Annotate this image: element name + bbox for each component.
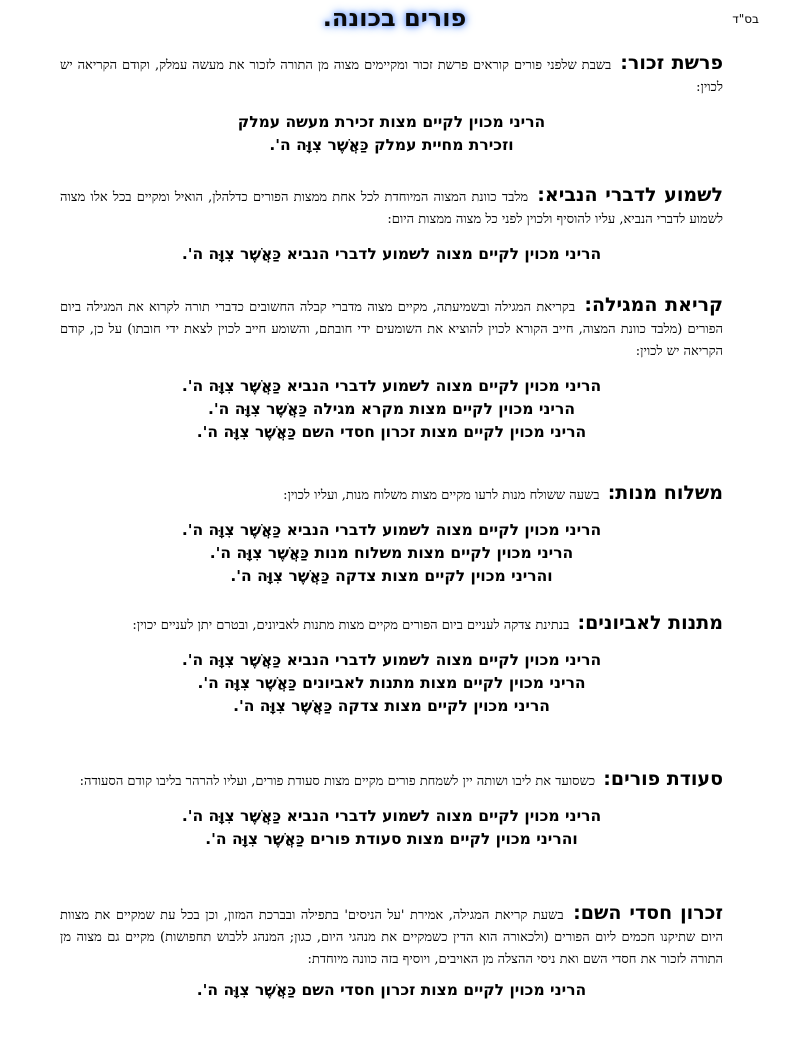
formula-line: הריני מכוין לקיים מצות צדקה כַּאֲשֶׁר צִוָּה ה'.	[233, 697, 550, 715]
corner-note: בס"ד	[732, 12, 759, 26]
section-heading: משלוח מנות:	[607, 482, 723, 504]
section-text: מלבד כוונת המצוה המיוחדת לכל אחת ממצות הפורים כדלהלן, הואיל ומקיים בכל אלו מצוה לשמוע לדברי הנביא, עליו להוסיף ולכוין לפני כל מצוה ממצות היום:	[60, 190, 723, 227]
section-mishloach-manot	[60, 482, 723, 588]
formula-line: הריני מכוין לקיים מצות מתנות לאביונים כַּאֲשֶׁר צִוָּה ה'.	[197, 674, 586, 692]
formula-line: הריני מכוין לקיים מצוה לשמוע לדברי הנביא כַּאֲשֶׁר צִוָּה ה'.	[181, 521, 602, 539]
formula-line: הריני מכוין לקיים מצוה לשמוע לדברי הנביא כַּאֲשֶׁר צִוָּה ה'.	[181, 245, 602, 263]
formula-line: הריני מכוין לקיים מצוה לשמוע לדברי הנביא כַּאֲשֶׁר צִוָּה ה'.	[181, 377, 602, 395]
formula-block	[60, 979, 723, 1002]
section-heading: מתנות לאביונים:	[577, 612, 723, 634]
section-text: בשבת שלפני פורים קוראים פרשת זכור ומקיימים מצוה מן התורה לזכור את מעשה עמלק, וקודם הקריאה יש לכוין:	[60, 58, 723, 95]
formula-block	[60, 375, 723, 444]
formula-block	[60, 649, 723, 718]
section-parashat-zachor	[60, 52, 723, 157]
section-text: בשעת קריאת המגילה, אמירת 'על הניסים' בתפילה ובברכת המזון, וכן בכל עת שמקיים את מצוות היום שתיקנו חכמים ליום הפורים (ולכאורה הוא הדין כשמקיים את מנהגי היום, כגון; המנהג ללבוש תחפושות) מקיים גם מצוה מן התורה לזכור את חסדי השם ואת ניסי ההצלה מן האויבים, ויוסיף בזה כוונה מיוחדת:	[60, 908, 723, 967]
section-paragraph	[60, 294, 723, 363]
formula-line: הריני מכוין לקיים מצות משלוח מנות כַּאֲשֶׁר צִוָּה ה'.	[209, 544, 574, 562]
formula-block	[60, 243, 723, 266]
section-paragraph	[60, 184, 723, 231]
section-paragraph	[60, 52, 723, 99]
section-paragraph	[60, 612, 723, 637]
section-heading: זכרון חסדי השם:	[573, 902, 723, 924]
formula-line: וזכירת מחיית עמלק כַּאֲשֶׁר צִוָּה ה'.	[269, 136, 514, 154]
formula-line: הריני מכוין לקיים מצוה לשמוע לדברי הנביא כַּאֲשֶׁר צִוָּה ה'.	[181, 651, 602, 669]
page-title-text: פורים בכונה.	[322, 4, 467, 32]
formula-block	[60, 519, 723, 588]
section-heading: לשמוע לדברי הנביא:	[537, 184, 723, 206]
section-heading: קריאת המגילה:	[584, 294, 723, 316]
section-text: כשסועד את ליבו ושותה יין לשמחת פורים מקיים מצות סעודת פורים, ועליו להרהר בליבו קודם הסעודה:	[79, 774, 596, 789]
section-text: בנתינת צדקה לעניים ביום הפורים מקיים מצות מתנות לאביונים, ובטרם יתן לעניים יכוין:	[132, 618, 570, 633]
section-matanot-laevyonim	[60, 612, 723, 718]
formula-block	[60, 805, 723, 851]
formula-line: והריני מכוין לקיים מצות סעודת פורים כַּאֲשֶׁר צִוָּה ה'.	[205, 830, 578, 848]
section-seudat-purim	[60, 768, 723, 851]
section-megillah	[60, 294, 723, 444]
section-paragraph	[60, 902, 723, 971]
section-zichron-chasdei-hashem	[60, 902, 723, 1002]
formula-line: הריני מכוין לקיים מצות מקרא מגילה כַּאֲשֶׁר צִוָּה ה'.	[208, 400, 575, 418]
formula-block	[60, 111, 723, 157]
formula-line: והריני מכוין לקיים מצות צדקה כַּאֲשֶׁר צִוָּה ה'.	[230, 567, 553, 585]
section-text: בקריאת המגילה ובשמיעתה, מקיים מצוה מדברי קבלה החשובים כדברי תורה לקרוא את המגילה ביום הפורים (מלבד כוונת המצוה, חייב הקורא לכוין להוציא את השומעים ידי חובתם, והשומע חייב לכוין לצאת ידי חובתו) על כן, קודם הקריאה יש לכוין:	[60, 300, 723, 359]
section-text: בשעה ששולח מנות לרעו מקיים מצות משלוח מנות, ועליו לכוין:	[283, 488, 600, 503]
formula-line: הריני מכוין לקיים מצות זכרון חסדי השם כַּאֲשֶׁר צִוָּה ה'.	[196, 981, 587, 999]
formula-line: הריני מכוין לקיים מצות זכרון חסדי השם כַּאֲשֶׁר צִוָּה ה'.	[196, 423, 587, 441]
section-paragraph	[60, 482, 723, 507]
formula-line: הריני מכוין לקיים מצוה לשמוע לדברי הנביא כַּאֲשֶׁר צִוָּה ה'.	[181, 807, 602, 825]
section-paragraph	[60, 768, 723, 793]
page-title	[0, 4, 789, 32]
section-lishmoa	[60, 184, 723, 266]
section-heading: פרשת זכור:	[620, 52, 723, 74]
formula-line: הריני מכוין לקיים מצות זכירת מעשה עמלק	[237, 113, 546, 131]
section-heading: סעודת פורים:	[603, 768, 723, 790]
